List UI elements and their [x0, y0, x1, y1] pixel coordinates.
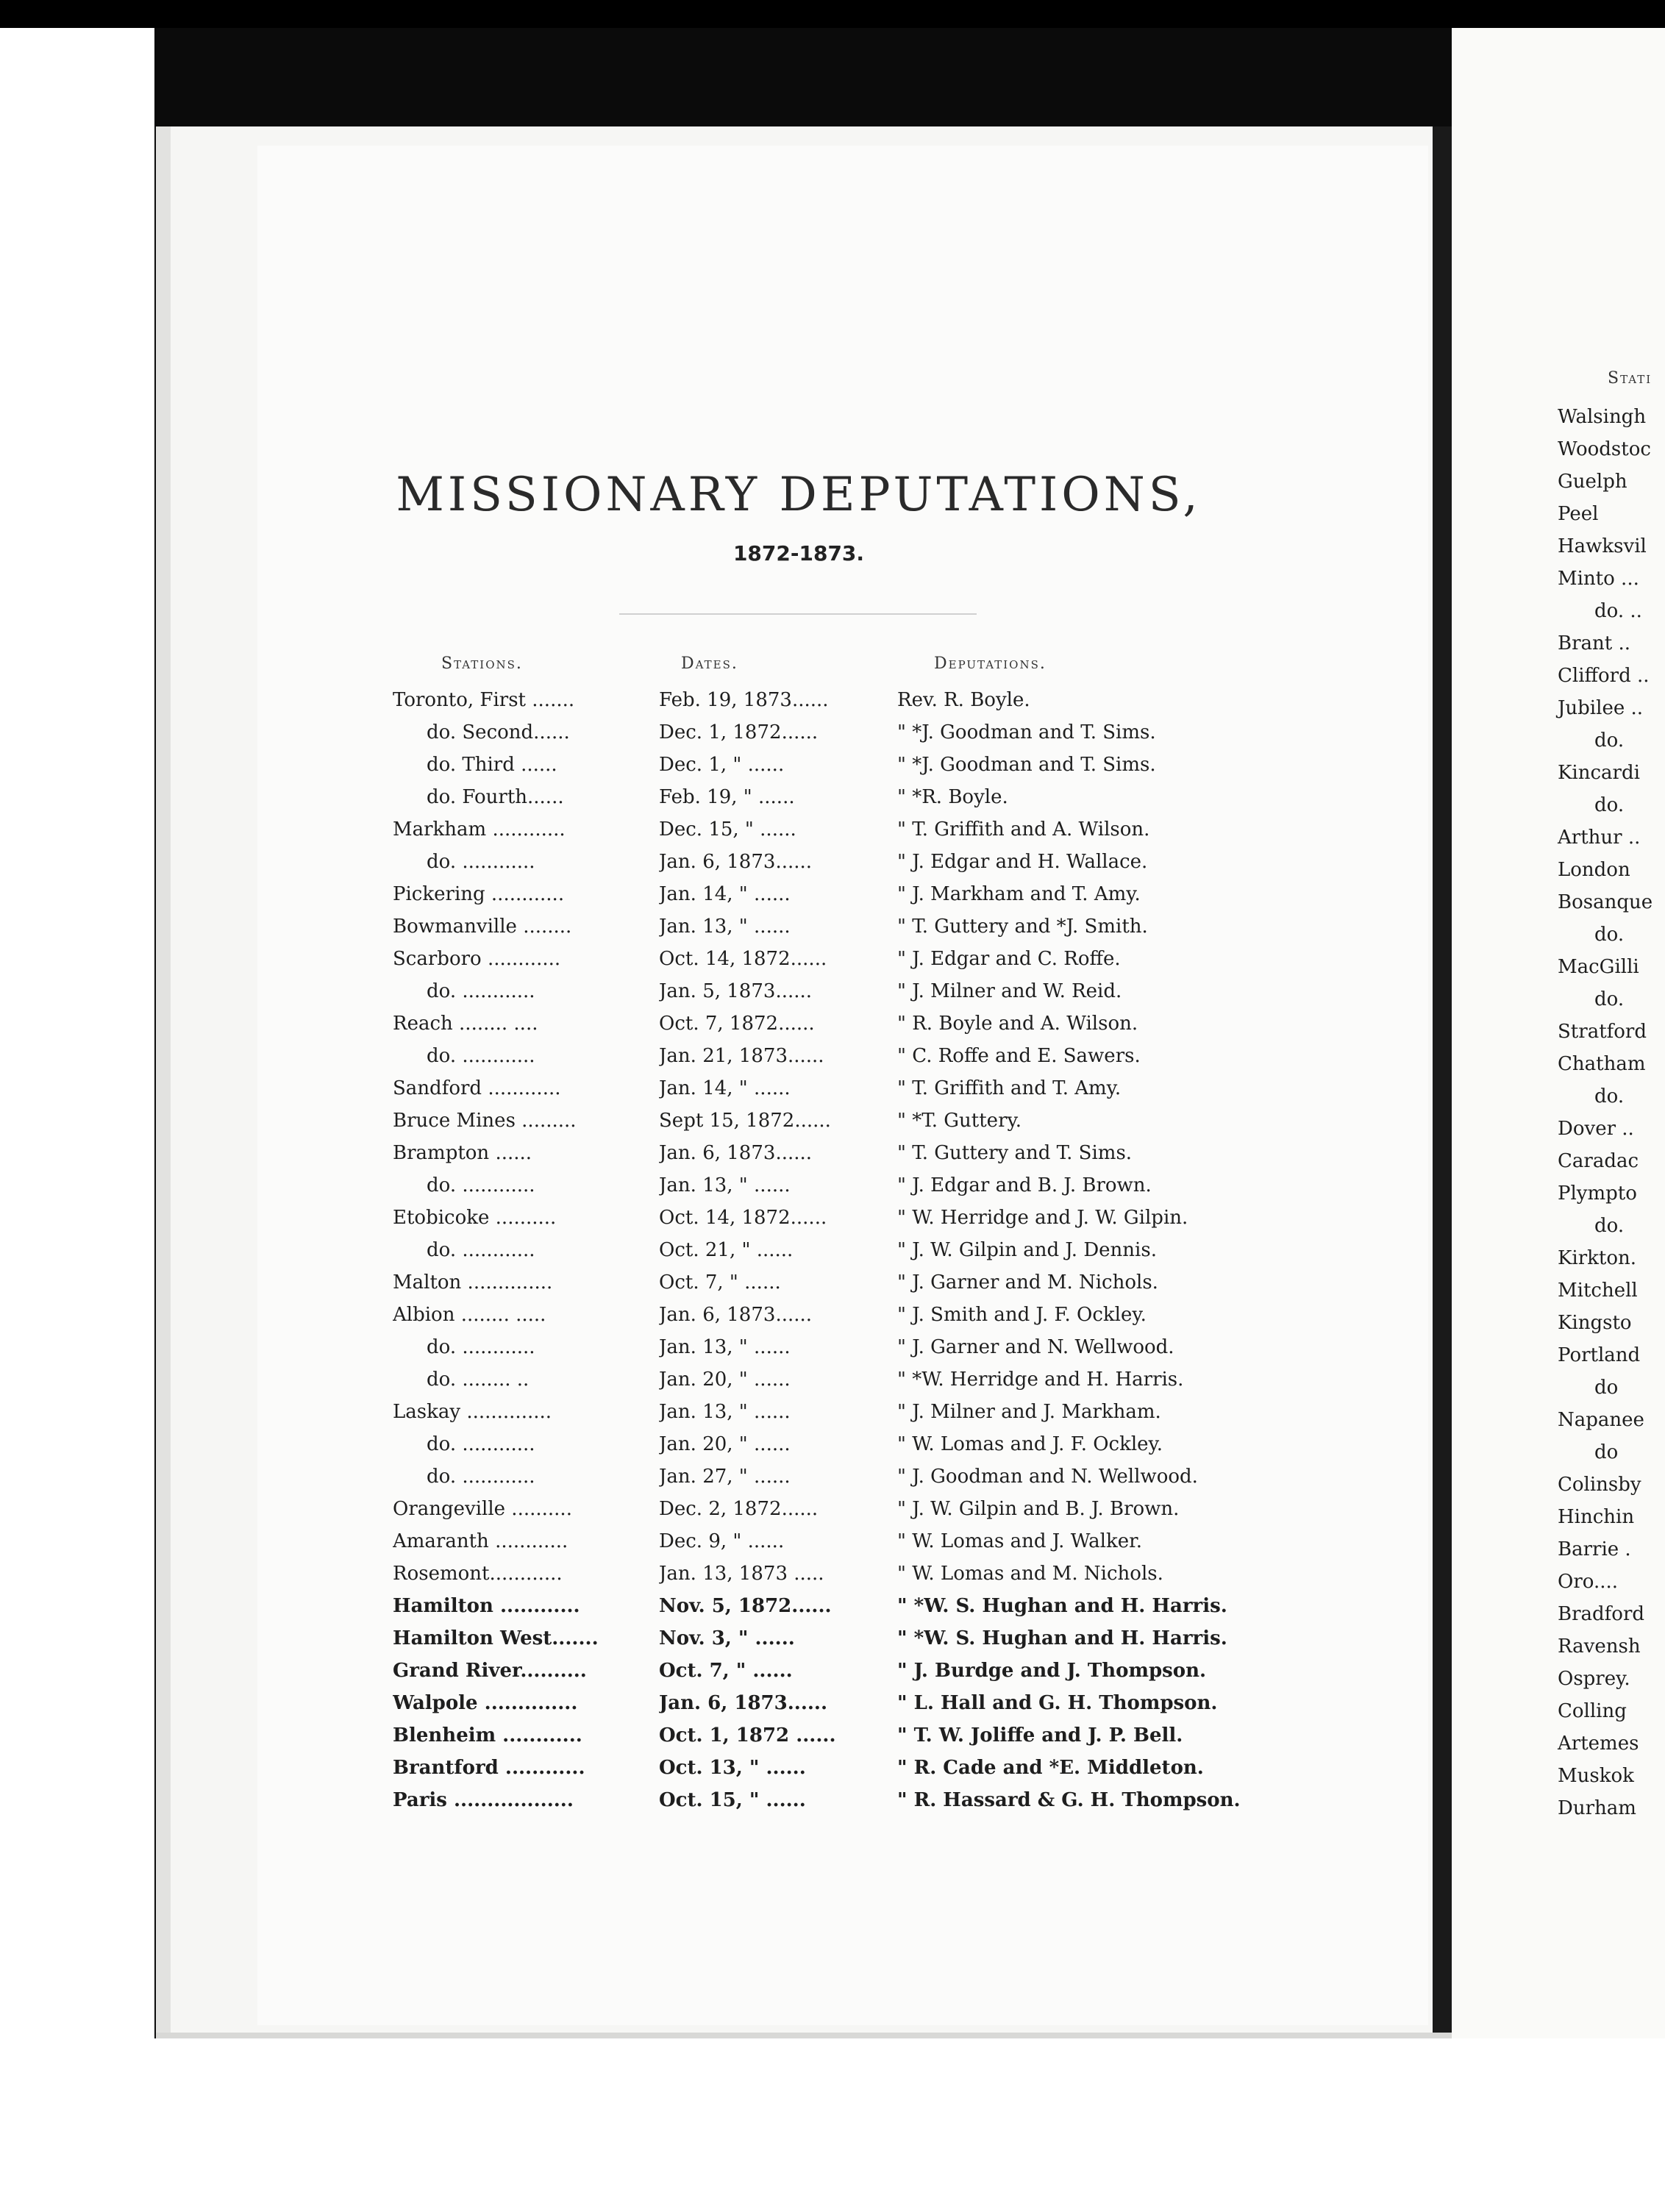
- page-title: MISSIONARY DEPUTATIONS,: [396, 468, 1202, 522]
- right-page-station: Muskok: [1558, 1765, 1634, 1787]
- date-cell: Jan. 6, 1873......: [659, 1142, 813, 1164]
- right-page-station: Napanee: [1558, 1409, 1644, 1431]
- station-cell: Bruce Mines .........: [393, 1110, 577, 1132]
- date-cell: Oct. 1, 1872 ......: [659, 1724, 836, 1747]
- station-cell: Albion ........ .....: [393, 1304, 546, 1326]
- right-page-station: Arthur ..: [1558, 827, 1641, 849]
- right-page-station: do.: [1594, 924, 1625, 946]
- column-header-dates: Dates.: [681, 654, 738, 673]
- deputation-cell: " J. Edgar and B. J. Brown.: [897, 1174, 1152, 1196]
- station-cell: Malton ..............: [393, 1271, 553, 1294]
- right-page-station: do.: [1594, 1215, 1625, 1237]
- table-row: [0, 1369, 1441, 1401]
- deputation-cell: " *R. Boyle.: [897, 786, 1008, 808]
- date-cell: Jan. 6, 1873......: [659, 851, 813, 873]
- table-row: [0, 754, 1441, 786]
- deputation-cell: " W. Lomas and J. Walker.: [897, 1530, 1142, 1552]
- column-header-stations: Stations.: [441, 654, 523, 673]
- right-page-station: do: [1594, 1441, 1619, 1463]
- deputation-cell: " T. Griffith and A. Wilson.: [897, 818, 1150, 841]
- right-page-station: Kirkton.: [1558, 1247, 1637, 1269]
- right-page-station: MacGilli: [1558, 956, 1639, 978]
- station-cell: Pickering ............: [393, 883, 565, 905]
- right-page-station: Colinsby: [1558, 1474, 1641, 1496]
- right-page-station: Guelph: [1558, 471, 1627, 493]
- station-cell: Walpole ..............: [393, 1692, 578, 1714]
- table-row: [0, 883, 1441, 916]
- scan-bottom-margin: [0, 2038, 1665, 2212]
- deputation-cell: " *J. Goodman and T. Sims.: [897, 721, 1156, 743]
- right-page-station: Jubilee ..: [1558, 697, 1644, 719]
- date-cell: Jan. 14, " ......: [659, 1077, 791, 1099]
- deputation-cell: " J. Smith and J. F. Ockley.: [897, 1304, 1147, 1326]
- station-cell: do. ............: [427, 1336, 535, 1358]
- table-row: [0, 1239, 1441, 1271]
- right-page-station: Woodstoc: [1558, 438, 1651, 460]
- right-page-station: Hinchin: [1558, 1506, 1635, 1528]
- table-row: [0, 1207, 1441, 1239]
- date-cell: Jan. 13, " ......: [659, 1336, 791, 1358]
- table-row: [0, 948, 1441, 980]
- station-cell: Markham ............: [393, 818, 566, 841]
- date-cell: Jan. 14, " ......: [659, 883, 791, 905]
- table-row: [0, 689, 1441, 721]
- date-cell: Jan. 6, 1873......: [659, 1692, 828, 1714]
- deputation-cell: " C. Roffe and E. Sawers.: [897, 1045, 1141, 1067]
- date-cell: Jan. 5, 1873......: [659, 980, 813, 1002]
- station-cell: Paris ..................: [393, 1789, 574, 1811]
- date-cell: Jan. 13, " ......: [659, 916, 791, 938]
- date-cell: Oct. 21, " ......: [659, 1239, 794, 1261]
- deputation-cell: Rev. R. Boyle.: [897, 689, 1030, 711]
- deputation-cell: " W. Lomas and J. F. Ockley.: [897, 1433, 1163, 1455]
- right-page-station: do.: [1594, 729, 1625, 752]
- right-page-station: Ravensh: [1558, 1635, 1641, 1658]
- right-page-station: Walsingh: [1558, 406, 1647, 428]
- deputation-cell: " *J. Goodman and T. Sims.: [897, 754, 1156, 776]
- date-cell: Sept 15, 1872......: [659, 1110, 831, 1132]
- station-cell: Hamilton ............: [393, 1595, 580, 1617]
- date-cell: Oct. 7, " ......: [659, 1271, 781, 1294]
- page-bottom-edge: [156, 2033, 1452, 2038]
- date-cell: Jan. 20, " ......: [659, 1433, 791, 1455]
- date-cell: Oct. 15, " ......: [659, 1789, 806, 1811]
- table-row: [0, 1660, 1441, 1692]
- right-page-station: London: [1558, 859, 1630, 881]
- date-cell: Oct. 13, " ......: [659, 1757, 806, 1779]
- table-row: [0, 1304, 1441, 1336]
- station-cell: Sandford ............: [393, 1077, 561, 1099]
- date-cell: Jan. 21, 1873......: [659, 1045, 824, 1067]
- right-page-station: Kingsto: [1558, 1312, 1632, 1334]
- station-cell: do. ............: [427, 1239, 535, 1261]
- table-row: [0, 1013, 1441, 1045]
- right-page-station: do: [1594, 1377, 1619, 1399]
- date-cell: Dec. 15, " ......: [659, 818, 796, 841]
- table-row: [0, 1271, 1441, 1304]
- right-page-station: Bosanque: [1558, 891, 1653, 913]
- right-page-station: Bradford: [1558, 1603, 1645, 1625]
- station-cell: do. Fourth......: [427, 786, 564, 808]
- date-cell: Oct. 14, 1872......: [659, 948, 827, 970]
- deputation-cell: " J. W. Gilpin and B. J. Brown.: [897, 1498, 1180, 1520]
- deputation-cell: " T. Griffith and T. Amy.: [897, 1077, 1122, 1099]
- date-cell: Nov. 5, 1872......: [659, 1595, 832, 1617]
- table-row: [0, 1627, 1441, 1660]
- station-cell: Laskay ..............: [393, 1401, 552, 1423]
- table-row: [0, 786, 1441, 818]
- table-row: [0, 1724, 1441, 1757]
- date-cell: Jan. 20, " ......: [659, 1369, 791, 1391]
- table-row: [0, 1077, 1441, 1110]
- station-cell: Rosemont............: [393, 1563, 563, 1585]
- date-cell: Jan. 13, 1873 .....: [659, 1563, 824, 1585]
- table-row: [0, 1757, 1441, 1789]
- right-page-station: Minto ...: [1558, 568, 1639, 590]
- deputation-cell: " R. Cade and *E. Middleton.: [897, 1757, 1204, 1779]
- date-cell: Dec. 1, 1872......: [659, 721, 819, 743]
- right-page-station: Barrie .: [1558, 1538, 1631, 1560]
- station-cell: do. ............: [427, 1045, 535, 1067]
- date-cell: Dec. 1, " ......: [659, 754, 785, 776]
- table-row: [0, 1336, 1441, 1369]
- station-cell: Grand River..........: [393, 1660, 587, 1682]
- deputation-cell: " T. Guttery and T. Sims.: [897, 1142, 1133, 1164]
- right-page-station: Oro....: [1558, 1571, 1618, 1593]
- right-page-station: Hawksvil: [1558, 535, 1647, 557]
- right-page-station: Stratford: [1558, 1021, 1647, 1043]
- table-row: [0, 1401, 1441, 1433]
- deputation-cell: " J. Edgar and H. Wallace.: [897, 851, 1148, 873]
- station-cell: Reach ........ ....: [393, 1013, 538, 1035]
- deputation-cell: " *W. S. Hughan and H. Harris.: [897, 1595, 1227, 1617]
- station-cell: do. Third ......: [427, 754, 557, 776]
- table-row: [0, 1563, 1441, 1595]
- deputation-cell: " *T. Guttery.: [897, 1110, 1022, 1132]
- station-cell: Scarboro ............: [393, 948, 561, 970]
- station-cell: do. ............: [427, 851, 535, 873]
- deputation-cell: " W. Lomas and M. Nichols.: [897, 1563, 1163, 1585]
- deputation-cell: " *W. S. Hughan and H. Harris.: [897, 1627, 1227, 1649]
- column-header-deputations: Deputations.: [934, 654, 1047, 673]
- date-cell: Oct. 7, " ......: [659, 1660, 793, 1682]
- deputation-cell: " J. Burdge and J. Thompson.: [897, 1660, 1207, 1682]
- table-row: [0, 1530, 1441, 1563]
- deputation-cell: " J. Markham and T. Amy.: [897, 883, 1141, 905]
- right-page-column-header: Stati: [1608, 369, 1652, 388]
- deputation-cell: " *W. Herridge and H. Harris.: [897, 1369, 1184, 1391]
- right-page-station: Brant ..: [1558, 632, 1631, 654]
- right-page-station: Peel: [1558, 503, 1599, 525]
- deputation-cell: " T. Guttery and *J. Smith.: [897, 916, 1148, 938]
- deputation-cell: " J. Milner and W. Reid.: [897, 980, 1122, 1002]
- date-cell: Jan. 13, " ......: [659, 1401, 791, 1423]
- table-row: [0, 1045, 1441, 1077]
- date-cell: Oct. 14, 1872......: [659, 1207, 827, 1229]
- right-page-station: do.: [1594, 988, 1625, 1010]
- table-row: [0, 1595, 1441, 1627]
- table-row: [0, 1110, 1441, 1142]
- station-cell: do. ............: [427, 980, 535, 1002]
- date-cell: Jan. 6, 1873......: [659, 1304, 813, 1326]
- date-cell: Feb. 19, 1873......: [659, 689, 829, 711]
- date-cell: Dec. 2, 1872......: [659, 1498, 819, 1520]
- station-cell: do. ............: [427, 1174, 535, 1196]
- station-cell: Bowmanville ........: [393, 916, 572, 938]
- page-subtitle: 1872-1873.: [732, 541, 865, 566]
- date-cell: Feb. 19, " ......: [659, 786, 795, 808]
- deputation-cell: " J. Edgar and C. Roffe.: [897, 948, 1121, 970]
- station-cell: Amaranth ............: [393, 1530, 568, 1552]
- right-page-station: Dover ..: [1558, 1118, 1634, 1140]
- right-page-station: do. ..: [1594, 600, 1642, 622]
- deputation-cell: " J. Garner and N. Wellwood.: [897, 1336, 1174, 1358]
- deputation-cell: " T. W. Joliffe and J. P. Bell.: [897, 1724, 1183, 1747]
- station-cell: do. ............: [427, 1433, 535, 1455]
- table-row: [0, 818, 1441, 851]
- right-page-station: Durham: [1558, 1797, 1636, 1819]
- table-row: [0, 1174, 1441, 1207]
- deputation-cell: " R. Hassard & G. H. Thompson.: [897, 1789, 1241, 1811]
- right-page-station: Caradac: [1558, 1150, 1639, 1172]
- table-row: [0, 1692, 1441, 1724]
- deputation-cell: " J. Garner and M. Nichols.: [897, 1271, 1158, 1294]
- station-cell: Brampton ......: [393, 1142, 532, 1164]
- right-page-station: Osprey.: [1558, 1668, 1630, 1690]
- deputation-cell: " J. Goodman and N. Wellwood.: [897, 1466, 1198, 1488]
- station-cell: Etobicoke ..........: [393, 1207, 557, 1229]
- right-page-station: Portland: [1558, 1344, 1641, 1366]
- station-cell: Hamilton West.......: [393, 1627, 599, 1649]
- table-row: [0, 1142, 1441, 1174]
- right-page-station: do.: [1594, 1085, 1625, 1107]
- right-page-station: Chatham: [1558, 1053, 1646, 1075]
- table-row: [0, 916, 1441, 948]
- table-row: [0, 1466, 1441, 1498]
- station-cell: do. ........ ..: [427, 1369, 530, 1391]
- deputation-cell: " W. Herridge and J. W. Gilpin.: [897, 1207, 1188, 1229]
- right-page-station: Mitchell: [1558, 1280, 1638, 1302]
- right-page-station: Plympto: [1558, 1182, 1637, 1205]
- table-row: [0, 980, 1441, 1013]
- date-cell: Jan. 13, " ......: [659, 1174, 791, 1196]
- deputation-cell: " R. Boyle and A. Wilson.: [897, 1013, 1138, 1035]
- scan-top-band: [0, 0, 1665, 28]
- date-cell: Oct. 7, 1872......: [659, 1013, 815, 1035]
- right-page-station: Clifford ..: [1558, 665, 1650, 687]
- title-rule: [619, 613, 977, 615]
- right-page-station: Artemes: [1558, 1733, 1639, 1755]
- right-page-station: do.: [1594, 794, 1625, 816]
- deputation-cell: " L. Hall and G. H. Thompson.: [897, 1692, 1218, 1714]
- deputation-cell: " J. Milner and J. Markham.: [897, 1401, 1161, 1423]
- station-cell: do. ............: [427, 1466, 535, 1488]
- table-row: [0, 1789, 1441, 1822]
- right-page-station: Colling: [1558, 1700, 1627, 1722]
- table-row: [0, 851, 1441, 883]
- table-row: [0, 1433, 1441, 1466]
- date-cell: Nov. 3, " ......: [659, 1627, 795, 1649]
- station-cell: Orangeville ..........: [393, 1498, 572, 1520]
- table-row: [0, 1498, 1441, 1530]
- station-cell: Brantford ............: [393, 1757, 585, 1779]
- date-cell: Jan. 27, " ......: [659, 1466, 791, 1488]
- deputation-cell: " J. W. Gilpin and J. Dennis.: [897, 1239, 1157, 1261]
- station-cell: do. Second......: [427, 721, 570, 743]
- right-page-station: Kincardi: [1558, 762, 1640, 784]
- station-cell: Blenheim ............: [393, 1724, 582, 1747]
- station-cell: Toronto, First .......: [393, 689, 575, 711]
- table-row: [0, 721, 1441, 754]
- date-cell: Dec. 9, " ......: [659, 1530, 785, 1552]
